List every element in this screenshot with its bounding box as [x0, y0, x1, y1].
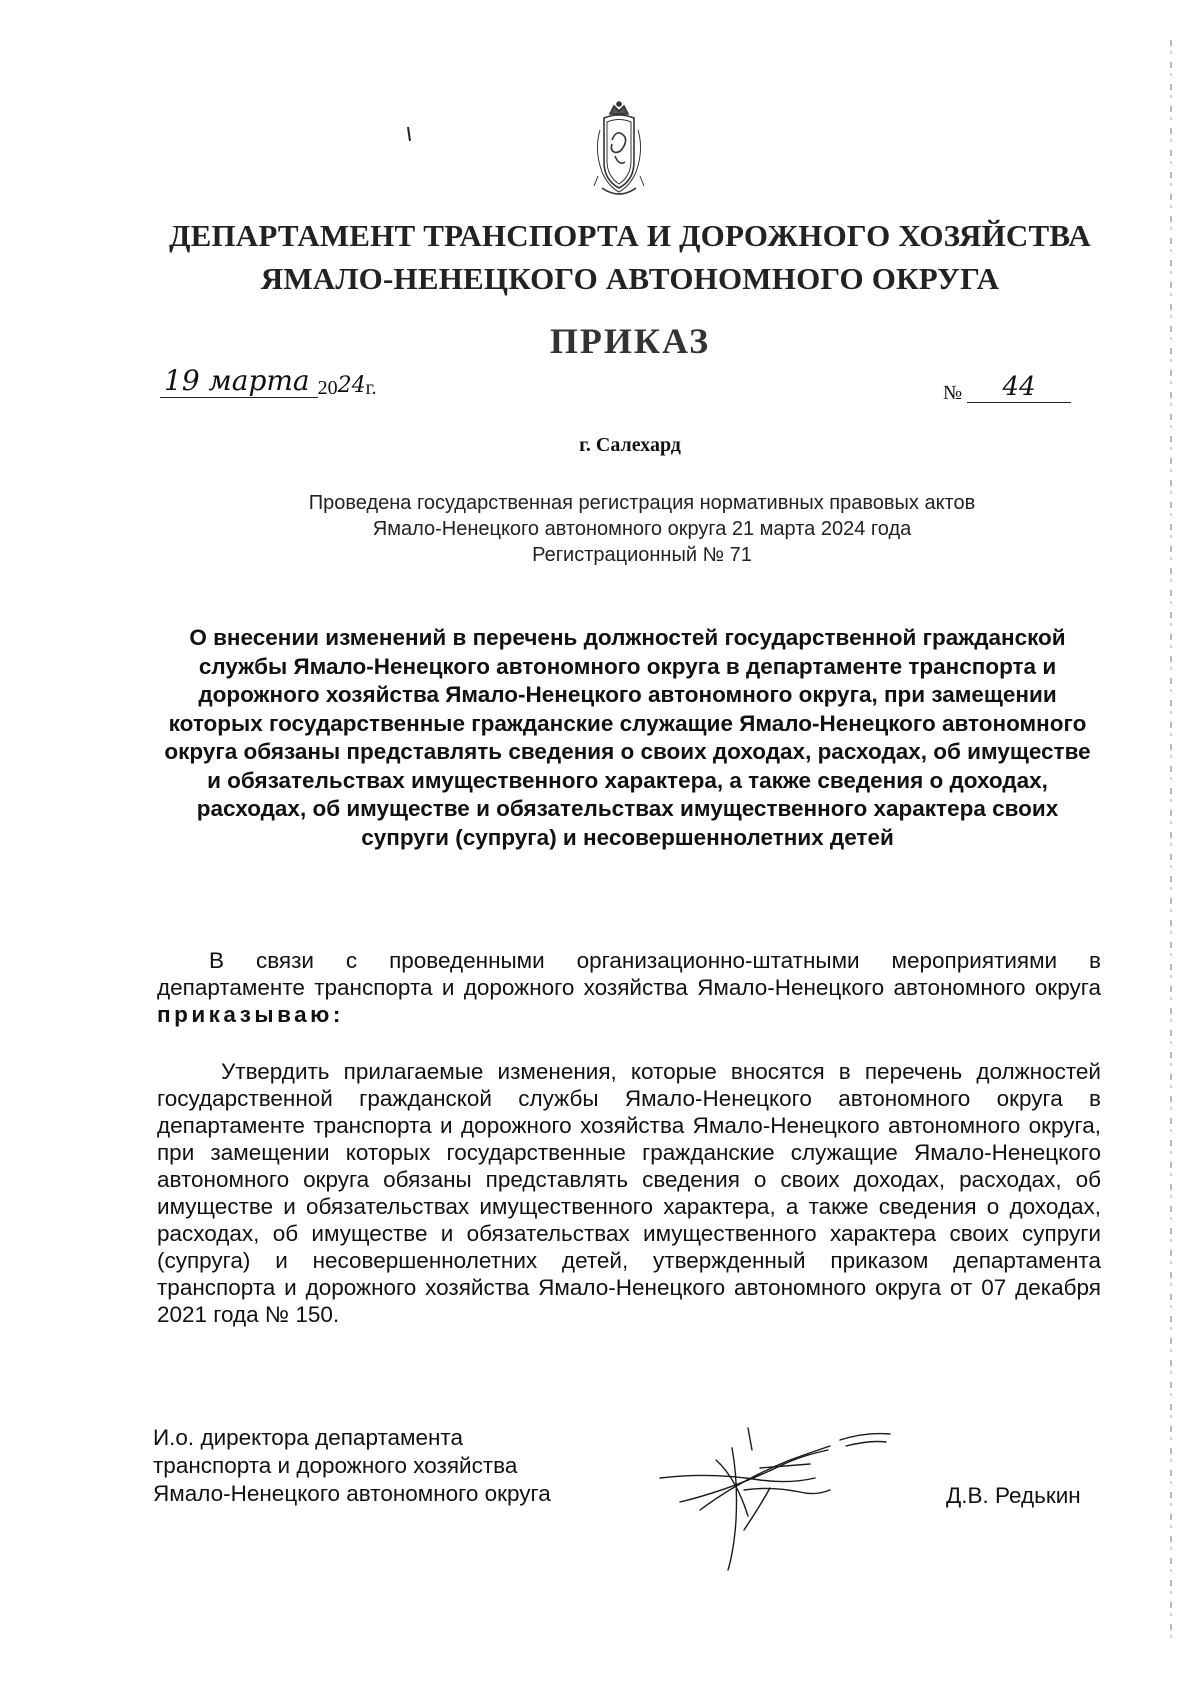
organization-title-line2: ЯМАЛО-НЕНЕЦКОГО АВТОНОМНОГО ОКРУГА: [260, 261, 1000, 296]
signatory-name: Д.В. Редькин: [946, 1483, 1081, 1508]
registration-line2: Ямало-Ненецкого автономного округа 21 марта 2024 года: [372, 518, 912, 540]
registration-stamp: [262, 490, 1022, 568]
order-word: приказываю:: [157, 1002, 344, 1027]
document-city: г. Салехард: [579, 434, 681, 456]
date-day-month-handwritten: 19 марта: [160, 364, 318, 398]
registration-line3: Регистрационный № 71: [532, 544, 752, 566]
date-year-handwritten: 24: [337, 373, 366, 398]
signatory-position: [153, 1424, 653, 1508]
body-paragraph-2: Утвердить прилагаемые изменения, которые вносятся в перечень должностей государственной гражданской службы Ямало-Ненецкого автономного округа в департаменте транспорта и дорожного хозяйства Ямало-Ненецкого автономного округа, при замещении которых государственные гражданские служащие Ямало-Ненецкого автономного округа обязаны представлять сведения о своих доходах, расходах, об имуществе и обязательствах имущественного характера, а также сведения о доходах, расходах, об имуществе и обязательствах имущественного характера своих супруги (супруга) и несовершеннолетних детей, утвержденный приказом департамента транспорта и дорожного хозяйства Ямало-Ненецкого автономного округа от 07 декабря 2021 года № 150.: [157, 1059, 1101, 1327]
registration-line1: Проведена государственная регистрация нормативных правовых актов: [308, 492, 976, 514]
body-paragraph-1-text: В связи с проведенными организационно-штатными мероприятиями в департаменте транспорта и дорожного хозяйства Ямало-Ненецкого автономного округа: [157, 948, 1101, 1000]
signatory-position-line2: транспорта и дорожного хозяйства: [153, 1453, 518, 1478]
document-number: [943, 372, 1071, 407]
number-value-handwritten: 44: [967, 372, 1071, 403]
coat-of-arms-icon: [588, 100, 650, 200]
handwritten-signature: [640, 1420, 940, 1580]
document-date: [160, 364, 377, 402]
date-year-prefix: 20: [317, 377, 338, 399]
signatory-position-line3: Ямало-Ненецкого автономного округа: [153, 1481, 551, 1506]
document-heading: О внесении изменений в перечень должностей государственной гражданской службы Ямало-Ненецкого автономного округа в департаменте транспорта и дорожного хозяйства Ямало-Ненецкого автономного округа, при замещении которых государственные гражданские служащие Ямало-Ненецкого автономного округа обязаны представлять сведения о своих доходах, расходах, об имуществе и обязательствах имущественного характера, а также сведения о доходах, расходах, об имуществе и обязательствах имущественного характера своих супруги (супруга) и несовершеннолетних детей: [164, 625, 1091, 850]
organization-title: [0, 214, 1200, 300]
number-label: №: [943, 382, 963, 404]
scan-mark: [407, 127, 411, 141]
signatory-position-line1: И.о. директора департамента: [153, 1425, 464, 1450]
document-type: ПРИКАЗ: [549, 321, 711, 361]
organization-title-line1: ДЕПАРТАМЕНТ ТРАНСПОРТА И ДОРОЖНОГО ХОЗЯЙСТВА: [169, 218, 1091, 253]
body-paragraph-1: [157, 947, 1101, 1028]
date-year-suffix: г.: [365, 377, 377, 399]
